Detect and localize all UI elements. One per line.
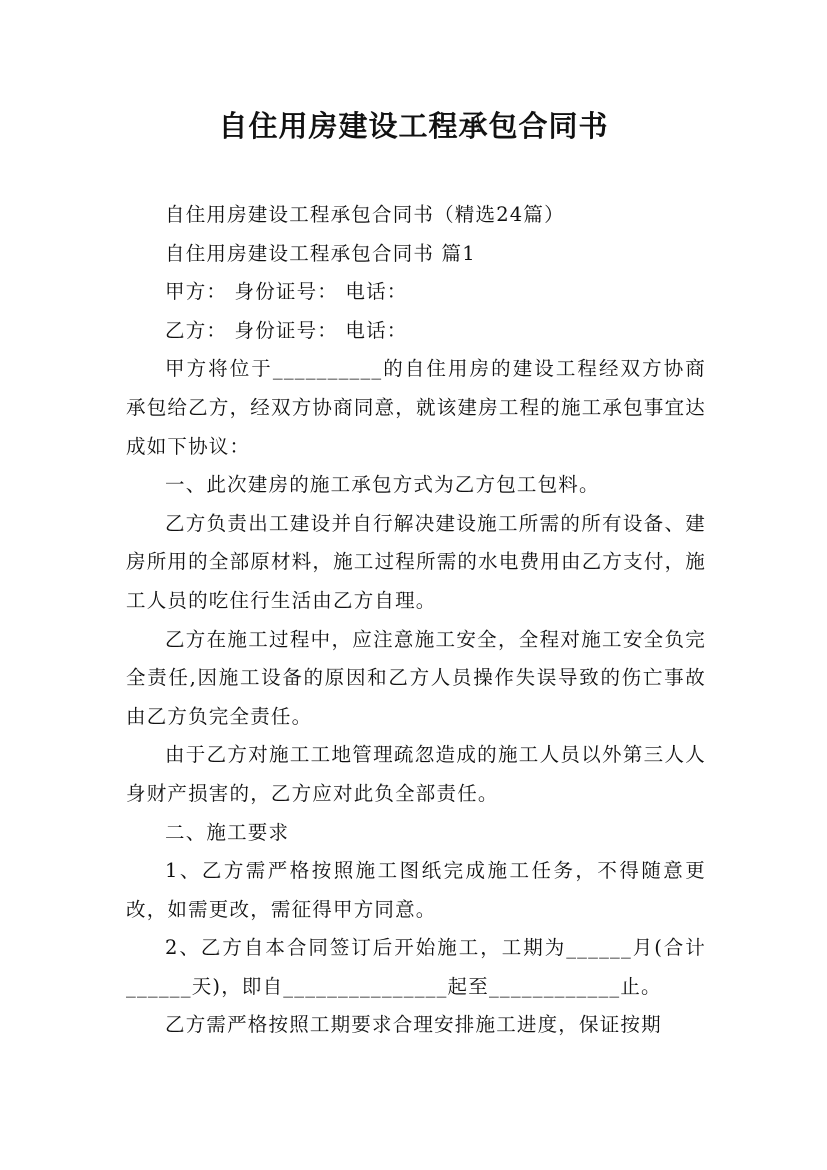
clause-heading-1: 一、此次建房的施工承包方式为乙方包工包料。 xyxy=(165,473,600,497)
subtitle-paragraph: 自住用房建设工程承包合同书（精选24篇） xyxy=(165,203,565,226)
intro-paragraph: 甲方将位于__________的自住用房的建设工程经双方协商承包给乙方，经双方协商同意，就该建房工程的施工承包事宜达成如下协议： xyxy=(126,357,706,458)
party-b-line: 乙方： 身份证号： 电话： xyxy=(165,318,408,342)
clause-paragraph: 2、乙方自本合同签订后开始施工，工期为______月(合计______天)，即自_______________起至____________止。 xyxy=(126,936,706,998)
clause-paragraph: 乙方负责出工建设并自行解决建设施工所需的所有设备、建房所用的全部原材料，施工过程所需的水电费用由乙方支付，施工人员的吃住行生活由乙方自理。 xyxy=(126,511,706,612)
section-heading: 自住用房建设工程承包合同书 篇1 xyxy=(165,241,476,265)
document-body xyxy=(126,196,706,1045)
party-a-line: 甲方： 身份证号： 电话： xyxy=(165,280,408,304)
clause-paragraph: 乙方在施工过程中，应注意施工安全，全程对施工安全负完全责任,因施工设备的原因和乙方人员操作失误导致的伤亡事故由乙方负完全责任。 xyxy=(126,627,706,728)
clause-paragraph: 由于乙方对施工工地管理疏忽造成的施工人员以外第三人人身财产损害的，乙方应对此负全部责任。 xyxy=(126,743,706,805)
clause-heading-2: 二、施工要求 xyxy=(165,820,290,844)
clause-paragraph: 乙方需严格按照工期要求合理安排施工进度，保证按期 xyxy=(165,1013,662,1037)
clause-paragraph: 1、乙方需严格按照施工图纸完成施工任务，不得随意更改，如需更改，需征得甲方同意。 xyxy=(126,859,706,921)
document-title: 自住用房建设工程承包合同书 xyxy=(218,109,609,143)
